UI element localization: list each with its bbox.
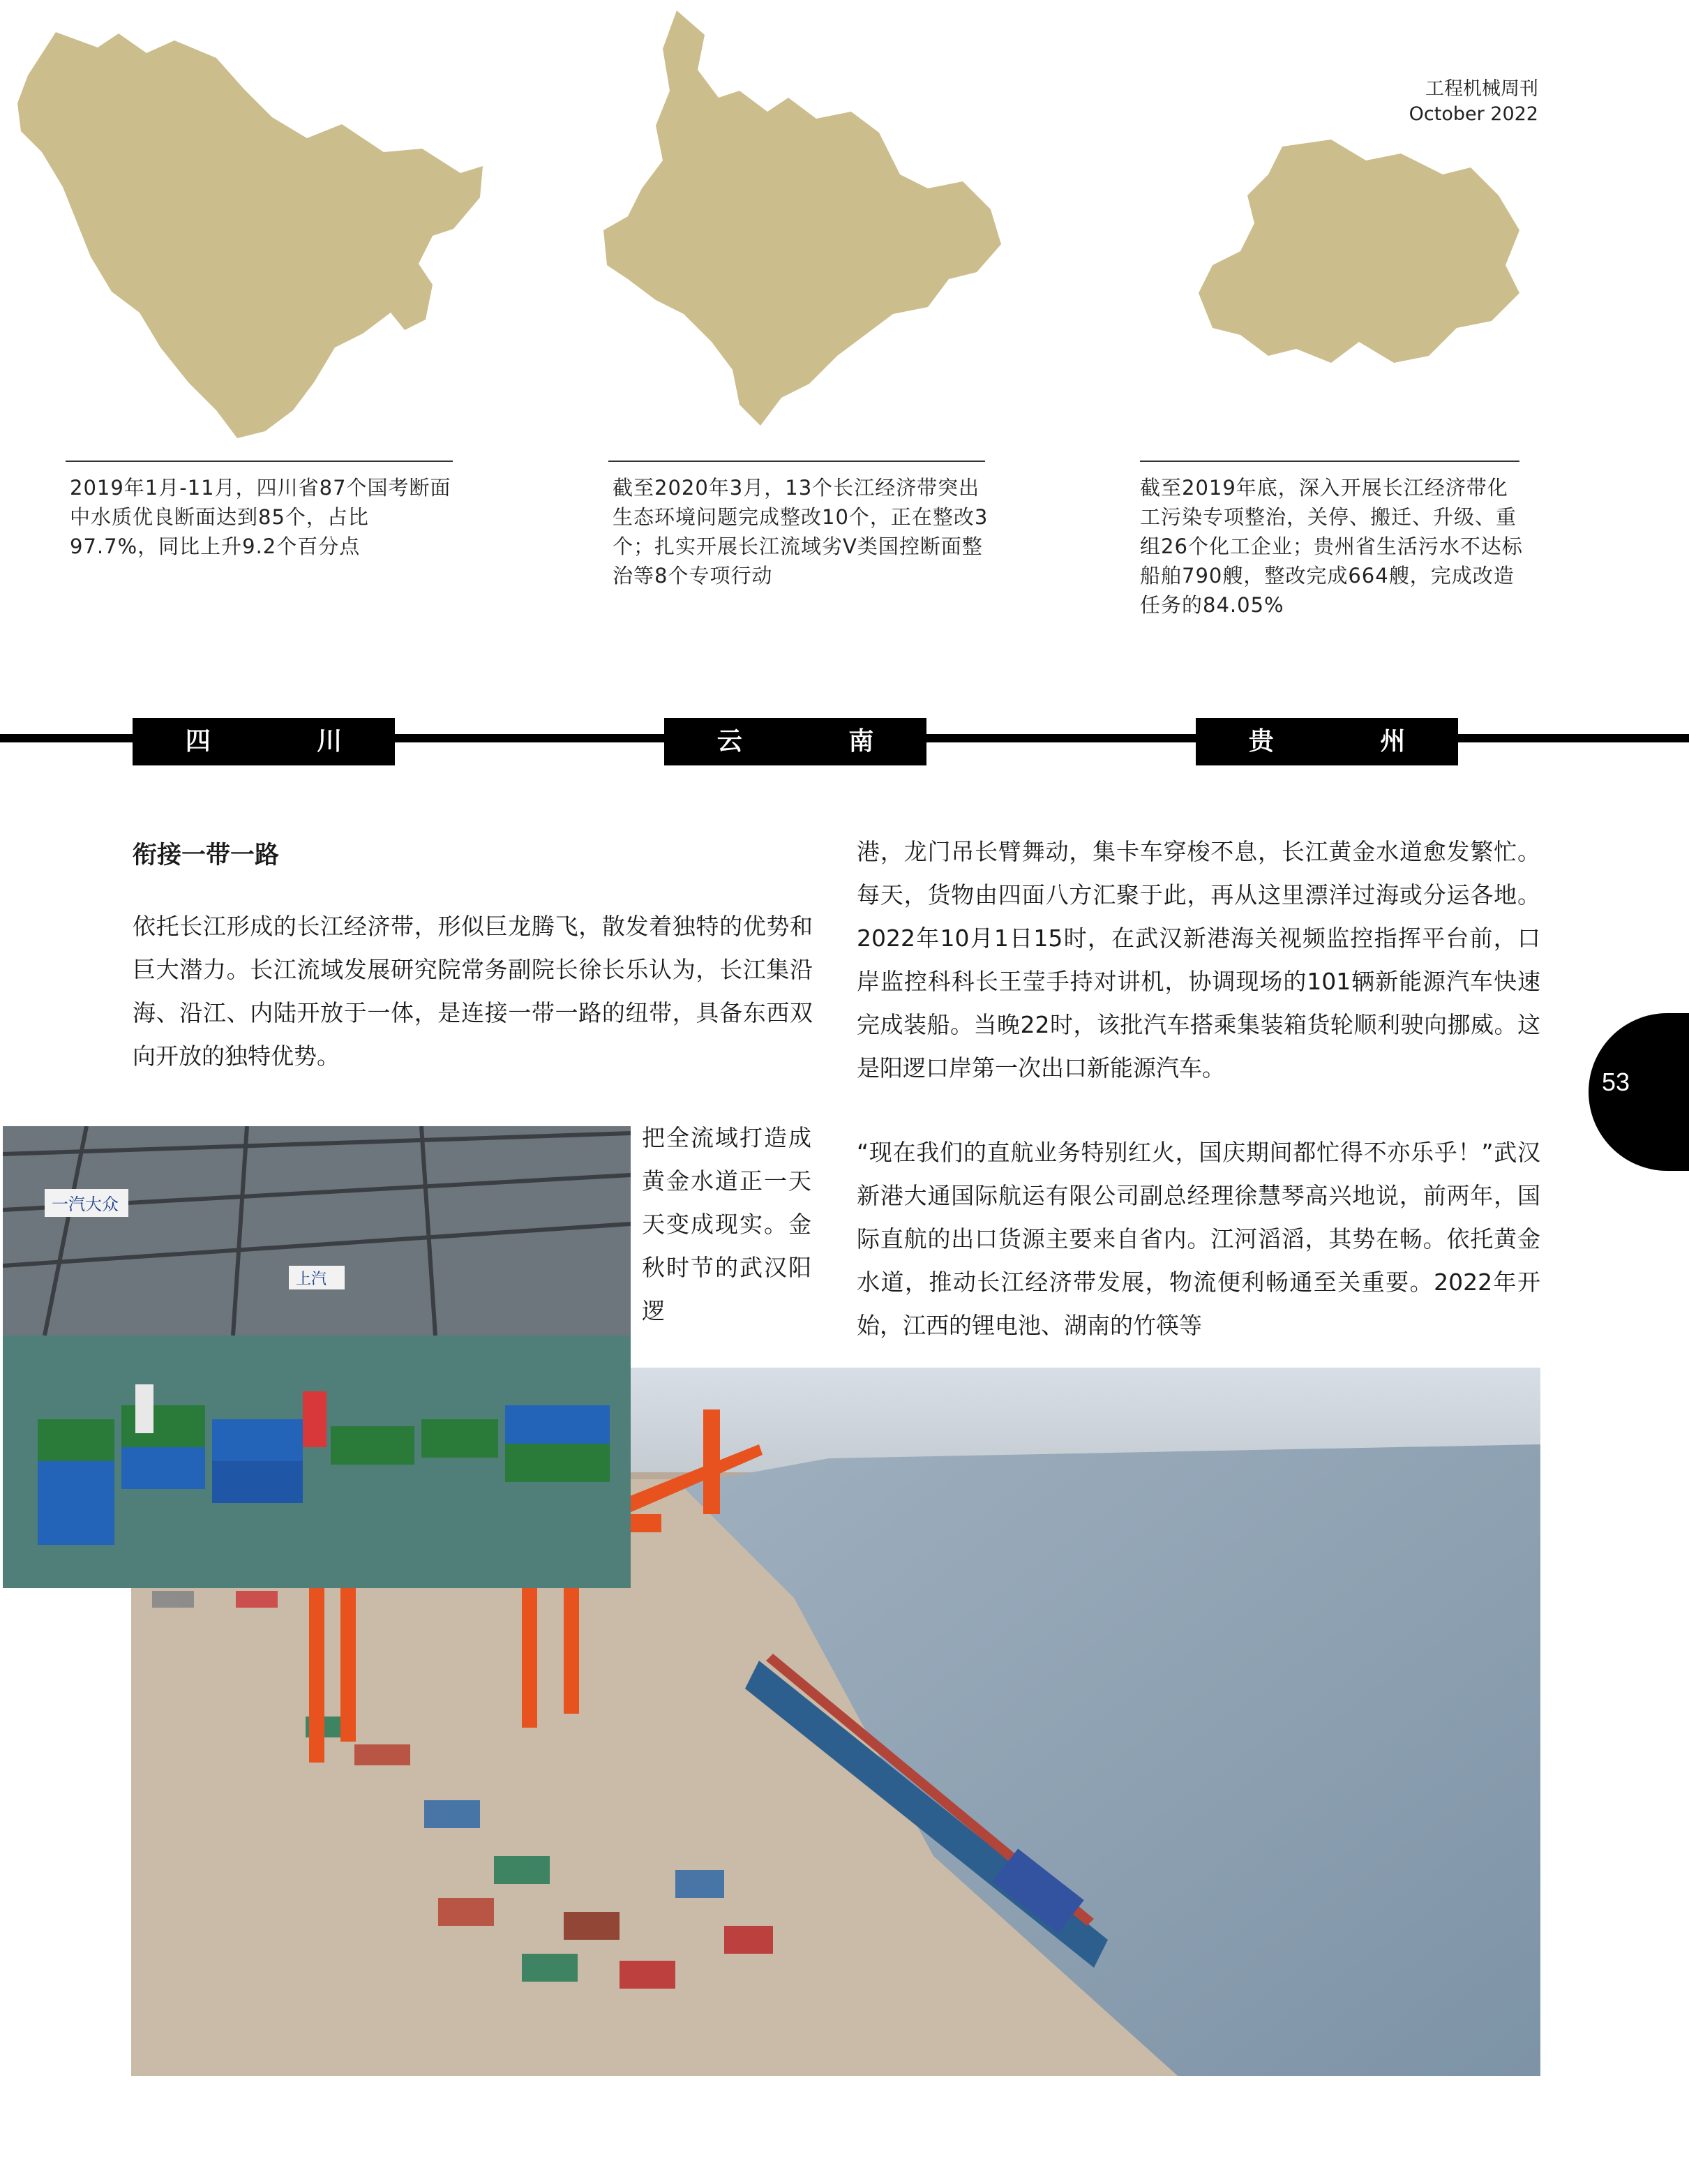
province-tab-guizhou: 贵 州 xyxy=(1196,718,1458,765)
page-number: 53 xyxy=(1602,1068,1630,1096)
province-tab-sichuan: 四 川 xyxy=(133,718,395,765)
yunnan-map xyxy=(600,7,1005,433)
guizhou-map xyxy=(1192,133,1526,377)
article-wrap-text: 把全流域打造成黄金水道正一天天变成现实。金秋时节的武汉阳逻 xyxy=(642,1124,813,1324)
warehouse-sign-2: 上汽 xyxy=(296,1271,327,1288)
caption-rule xyxy=(1140,461,1519,462)
caption-rule xyxy=(608,461,985,462)
article-paragraph-1: 依托长江形成的长江经济带，形似巨龙腾飞，散发着独特的优势和巨大潜力。长江流域发展研究院常务副院长徐长乐认为，长江集沿海、沿江、内陆开放于一体，是连接一带一路的纽带，具备东西双向开放的独特优势。 xyxy=(133,913,813,1070)
masthead xyxy=(1409,77,1538,127)
warehouse-sign-1: 一汽大众 xyxy=(52,1195,119,1214)
issue-date: October 2022 xyxy=(1409,103,1538,125)
yunnan-caption: 截至2020年3月，13个长江经济带突出生态环境问题完成整改10个，正在整改3个；扎实开展长江流域劣V类国控断面整治等8个专项行动 xyxy=(613,476,989,588)
article-paragraph-2: 港，龙门吊长臂舞动，集卡车穿梭不息，长江黄金水道愈发繁忙。每天，货物由四面八方汇聚于此，再从这里漂洋过海或分运各地。2022年10月1日15时，在武汉新港海关视频监控指挥平台前，口岸监控科科长王莹手持对讲机，协调现场的101辆新能源汽车快速完成装船。当晚22时，该批汽车搭乘集装箱货轮顺利驶向挪威。这是阳逻口岸第一次出口新能源汽车。 xyxy=(857,838,1540,1082)
sichuan-caption: 2019年1月-11月，四川省87个国考断面中水质优良断面达到85个，占比97.7%，同比上升9.2个百分点 xyxy=(70,476,451,558)
province-tab-yunnan: 云 南 xyxy=(664,718,926,765)
article-paragraph-3: “现在我们的直航业务特别红火，国庆期间都忙得不亦乐乎！”武汉新港大通国际航运有限公司副总经理徐慧琴高兴地说，前两年，国际直航的出口货源主要来自省内。江河滔滔，其势在畅。依托黄金水道，推动长江经济带发展，物流便利畅通至关重要。2022年开始，江西的锂电池、湖南的竹筷等 xyxy=(857,1139,1540,1339)
publication-title: 工程机械周刊 xyxy=(1425,78,1538,100)
guizhou-caption: 截至2019年底，深入开展长江经济带化工污染专项整治，关停、搬迁、升级、重组26个化工企业；贵州省生活污水不达标船舶790艘，整改完成664艘，完成改造任务的84.05% xyxy=(1140,476,1523,617)
section-heading: 衔接一带一路 xyxy=(133,842,280,869)
sichuan-map xyxy=(14,20,495,447)
warehouse-photo xyxy=(3,1126,631,1588)
caption-rule xyxy=(66,461,453,462)
